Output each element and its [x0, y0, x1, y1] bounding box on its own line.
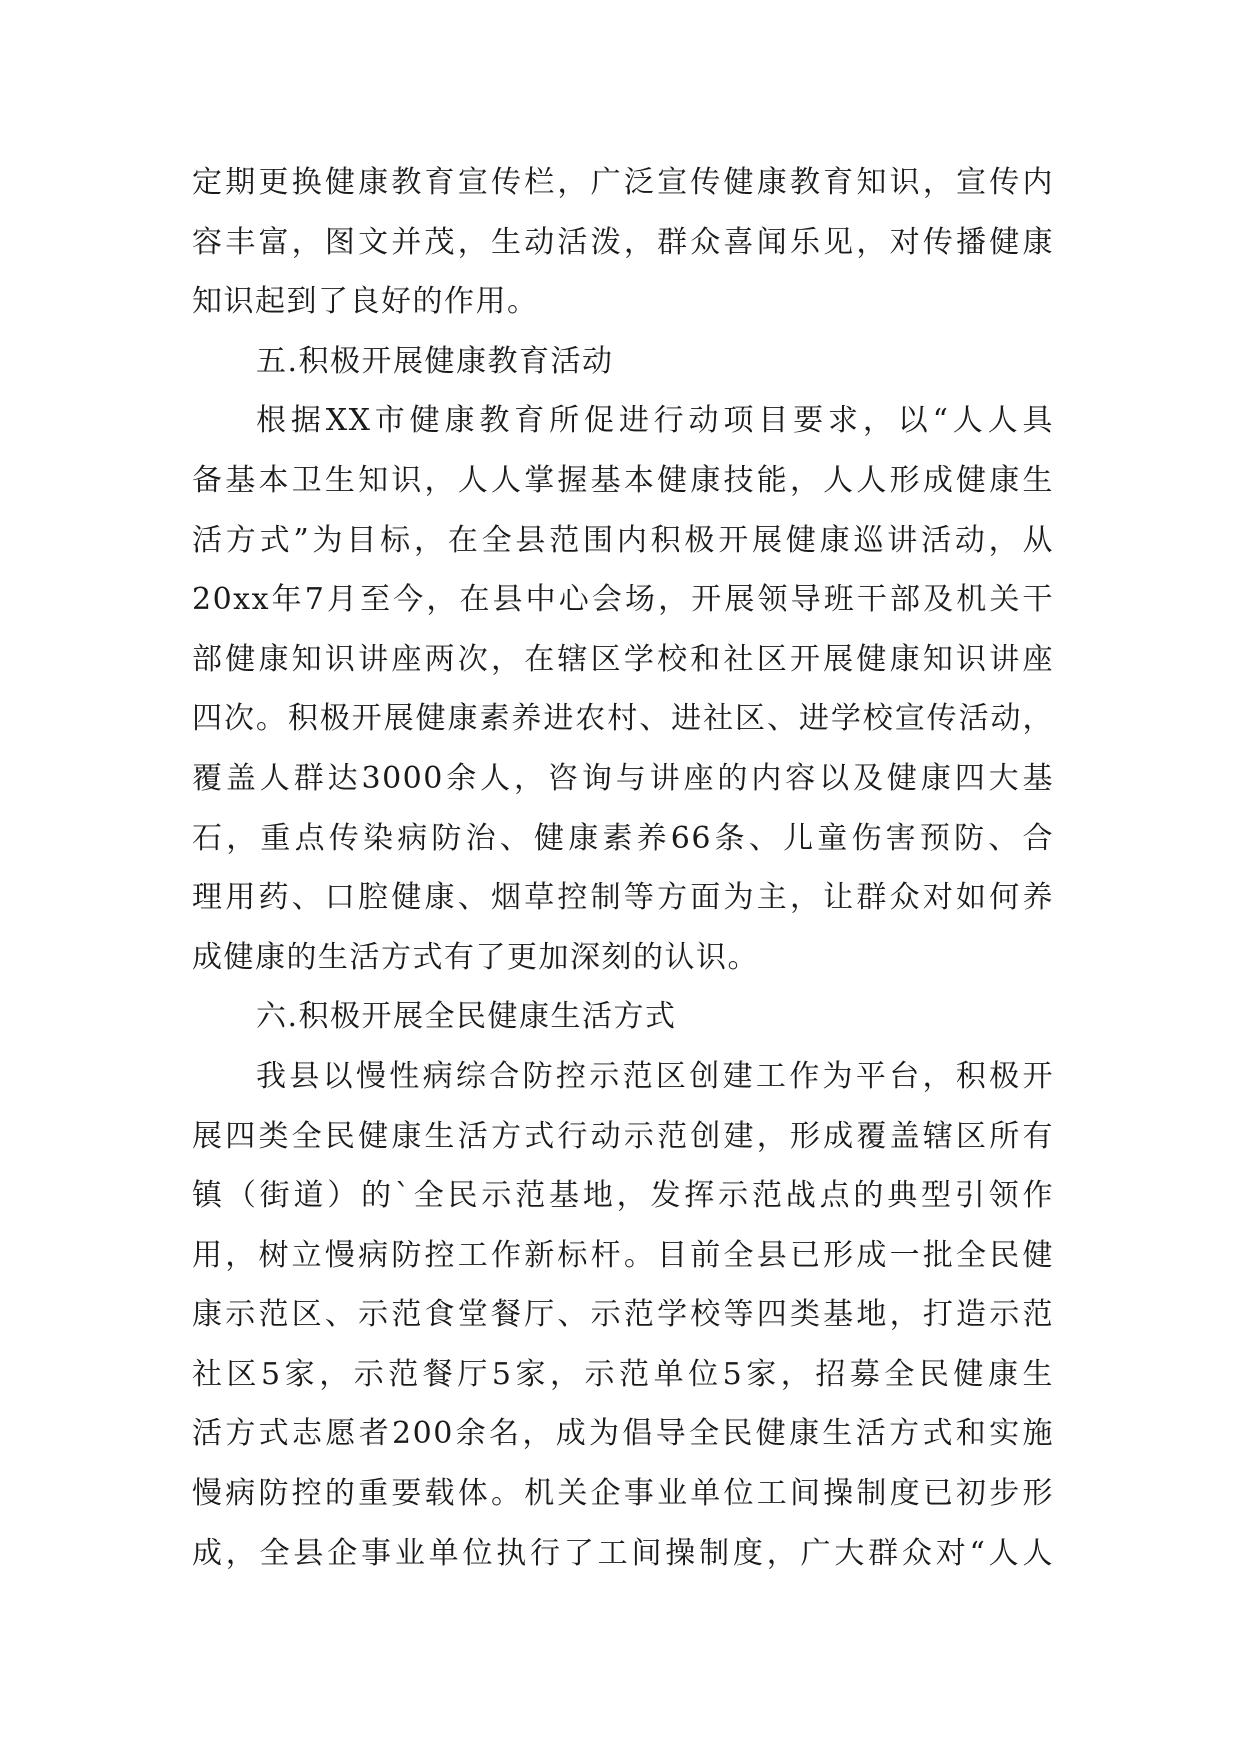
document-page [192, 153, 1054, 1583]
text-line: 社区5家，示范餐厅5家，示范单位5家，招募全民健康生 [192, 1356, 1054, 1392]
text-line: 慢病防控的重要载体。机关企事业单位工间操制度已初步形 [192, 1476, 1054, 1512]
text-line: 部健康知识讲座两次，在辖区学校和社区开展健康知识讲座 [192, 641, 1054, 677]
text-line: 覆盖人群达3000余人，咨询与讲座的内容以及健康四大基 [192, 760, 1054, 796]
text-line: 石，重点传染病防治、健康素养66条、儿童伤害预防、合 [192, 820, 1054, 856]
text-line: 根据XX市健康教育所促进行动项目要求，以“人人具 [256, 403, 1054, 439]
text-line: 四次。积极开展健康素养进农村、进社区、进学校宣传活动， [192, 701, 1054, 737]
text-line: 理用药、口腔健康、烟草控制等方面为主，让群众对如何养 [192, 880, 1054, 916]
section-heading: 六.积极开展全民健康生活方式 [256, 999, 677, 1035]
text-line: 我县以慢性病综合防控示范区创建工作为平台，积极开 [256, 1058, 1054, 1094]
text-line: 活方式”为目标，在全县范围内积极开展健康巡讲活动，从 [192, 522, 1054, 558]
text-line: 康示范区、示范食堂餐厅、示范学校等四类基地，打造示范 [192, 1297, 1054, 1333]
text-line: 展四类全民健康生活方式行动示范创建，形成覆盖辖区所有 [192, 1118, 1054, 1154]
text-line: 定期更换健康教育宣传栏，广泛宣传健康教育知识，宣传内 [192, 165, 1054, 200]
text-line: 成健康的生活方式有了更加深刻的认识。 [192, 939, 759, 975]
text-line: 用，树立慢病防控工作新标杆。目前全县已形成一批全民健 [192, 1237, 1054, 1273]
text-line: 20xx年7月至今，在县中心会场，开展领导班干部及机关干 [192, 582, 1054, 618]
section-heading: 五.积极开展健康教育活动 [256, 343, 614, 379]
text-line: 镇（街道）的`全民示范基地，发挥示范战点的典型引领作 [192, 1178, 1054, 1214]
text-line: 成，全县企事业单位执行了工间操制度，广大群众对“人人 [192, 1535, 1054, 1571]
text-line: 备基本卫生知识，人人掌握基本健康技能，人人形成健康生 [192, 462, 1054, 498]
text-line: 容丰富，图文并茂，生动活泼，群众喜闻乐见，对传播健康 [192, 224, 1054, 260]
text-line: 知识起到了良好的作用。 [192, 284, 539, 320]
text-line: 活方式志愿者200余名，成为倡导全民健康生活方式和实施 [192, 1416, 1054, 1452]
